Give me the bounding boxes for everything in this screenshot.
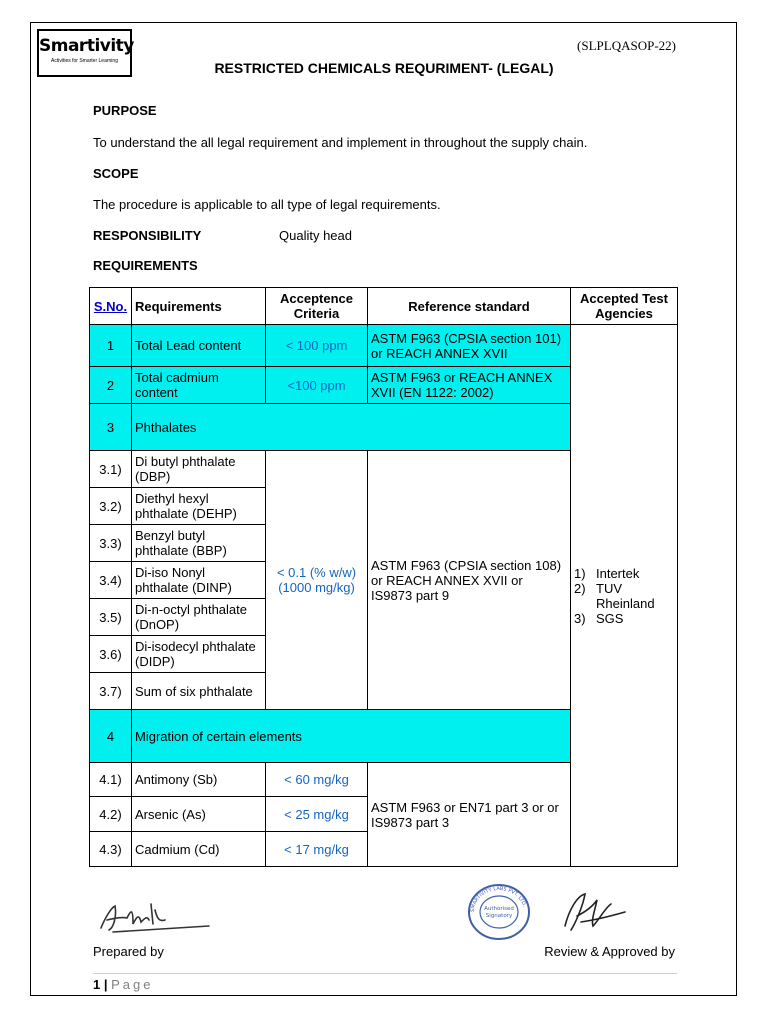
header-requirements: Requirements: [132, 288, 266, 325]
sno-cell: 3.3): [90, 525, 132, 562]
reference-cell: ASTM F963 (CPSIA section 101) or REACH ANNEX XVII: [368, 325, 571, 367]
criteria-cell: < 100 ppm: [266, 325, 368, 367]
requirement-cell: Di-isodecyl phthalate (DIDP): [132, 636, 266, 673]
page-number: 1 | Page: [93, 977, 154, 992]
header-reference: Reference standard: [368, 288, 571, 325]
criteria-cell: < 0.1 (% w/w) (1000 mg/kg): [266, 451, 368, 710]
svg-text:SMARTIVITY LABS PVT. LTD.: SMARTIVITY LABS PVT. LTD.: [469, 885, 528, 913]
logo-text: Smartivity: [39, 36, 134, 56]
requirement-cell: Arsenic (As): [132, 797, 266, 832]
requirement-cell: Antimony (Sb): [132, 763, 266, 797]
header-acceptance: Acceptence Criteria: [266, 288, 368, 325]
scope-text: The procedure is applicable to all type of legal requirements.: [93, 197, 441, 212]
sno-cell: 3.4): [90, 562, 132, 599]
requirement-cell: Di-n-octyl phthalate (DnOP): [132, 599, 266, 636]
sno-cell: 2: [90, 367, 132, 404]
responsibility-value: Quality head: [279, 228, 352, 243]
sno-cell: 4.1): [90, 763, 132, 797]
requirement-cell: Total cadmium content: [132, 367, 266, 404]
header-sno[interactable]: S.No.: [90, 288, 132, 325]
criteria-cell: <100 ppm: [266, 367, 368, 404]
list-item: 2) TUV Rheinland: [574, 580, 655, 611]
criteria-cell: < 17 mg/kg: [266, 832, 368, 867]
approved-by-label: Review & Approved by: [544, 944, 675, 959]
sno-cell: 3: [90, 404, 132, 451]
header-agencies: Accepted Test Agencies: [571, 288, 678, 325]
footer-divider: [93, 973, 677, 974]
reference-cell: ASTM F963 or EN71 part 3 or or IS9873 part 3: [368, 763, 571, 867]
sno-cell: 4.2): [90, 797, 132, 832]
sno-cell: 1: [90, 325, 132, 367]
table-row: [90, 325, 678, 367]
scope-heading: SCOPE: [93, 166, 139, 181]
requirement-cell: Total Lead content: [132, 325, 266, 367]
sno-cell: 4: [90, 710, 132, 763]
purpose-text: To understand the all legal requirement and implement in throughout the supply chain.: [93, 135, 588, 150]
group-label-cell: Migration of certain elements: [132, 710, 571, 763]
document-code: (SLPLQASOP-22): [577, 38, 676, 53]
sno-cell: 3.1): [90, 451, 132, 488]
reference-cell: ASTM F963 or REACH ANNEX XVII (EN 1122: 2002): [368, 367, 571, 404]
preparer-signature: [93, 888, 213, 943]
requirement-cell: Cadmium (Cd): [132, 832, 266, 867]
agencies-cell: [571, 325, 678, 867]
sno-cell: 3.6): [90, 636, 132, 673]
logo-tagline: Activities for Smarter Learning: [51, 58, 118, 64]
requirement-cell: Diethyl hexyl phthalate (DEHP): [132, 488, 266, 525]
requirements-heading: REQUIREMENTS: [93, 258, 198, 273]
reference-cell: ASTM F963 (CPSIA section 108) or REACH ANNEX XVII or IS9873 part 9: [368, 451, 571, 710]
svg-text:Authorised: Authorised: [484, 906, 514, 912]
table-header-row: [90, 288, 678, 325]
group-label-cell: Phthalates: [132, 404, 571, 451]
responsibility-heading: RESPONSIBILITY: [93, 228, 202, 243]
prepared-by-label: Prepared by: [93, 944, 164, 959]
company-stamp: [466, 882, 532, 942]
purpose-heading: PURPOSE: [93, 103, 157, 118]
svg-text:Signatory: Signatory: [485, 913, 513, 919]
requirement-cell: Benzyl butyl phthalate (BBP): [132, 525, 266, 562]
approver-signature: [555, 886, 630, 941]
sno-cell: 4.3): [90, 832, 132, 867]
list-item: 1) Intertek: [574, 565, 640, 581]
agency-list: [574, 566, 674, 626]
requirement-cell: Di-iso Nonyl phthalate (DINP): [132, 562, 266, 599]
criteria-cell: < 60 mg/kg: [266, 763, 368, 797]
criteria-cell: < 25 mg/kg: [266, 797, 368, 832]
sno-cell: 3.2): [90, 488, 132, 525]
sno-cell: 3.5): [90, 599, 132, 636]
requirement-cell: Di butyl phthalate (DBP): [132, 451, 266, 488]
requirement-cell: Sum of six phthalate: [132, 673, 266, 710]
requirements-table: [89, 287, 678, 867]
document-title: RESTRICTED CHEMICALS REQURIMENT- (LEGAL): [214, 60, 554, 76]
sno-cell: 3.7): [90, 673, 132, 710]
list-item: 3) SGS: [574, 610, 624, 626]
